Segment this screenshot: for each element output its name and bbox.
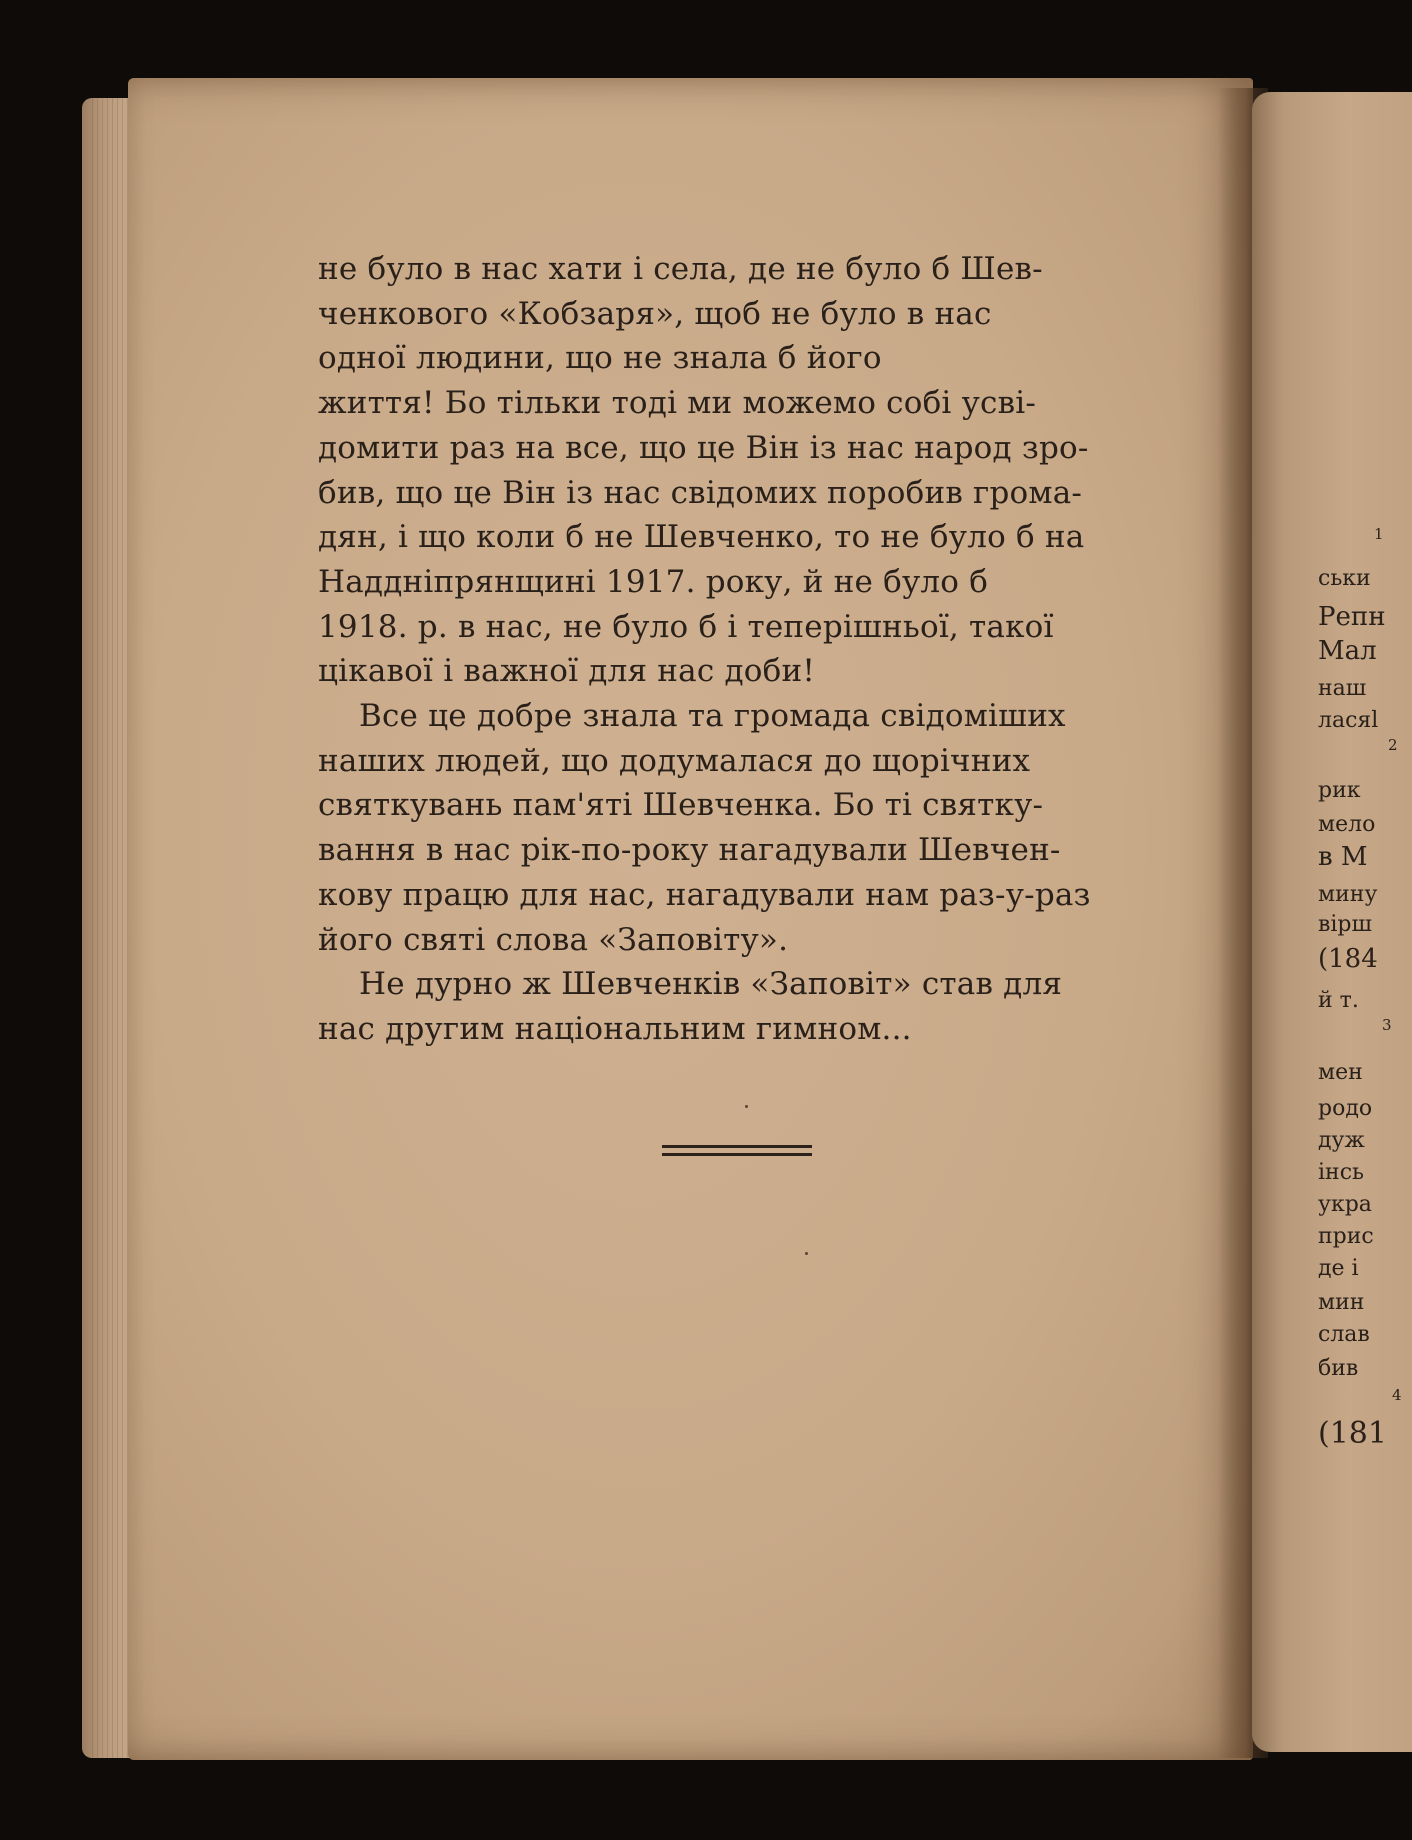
separator-rule (662, 1153, 812, 1156)
text-line: Все це добре знала та громада свідоміших (359, 698, 1066, 735)
footnote-fragment: слав (1318, 1322, 1370, 1347)
footnote-fragment: родо (1318, 1096, 1373, 1121)
footnote-fragment: прис (1318, 1224, 1374, 1249)
footnote-fragment: де і (1318, 1256, 1359, 1281)
text-line: кову працю для нас, нагадували нам раз-у-раз (318, 876, 1091, 913)
separator-rule (662, 1145, 812, 1148)
footnote-fragment: інсь (1318, 1160, 1364, 1185)
footnote-fragment: мин (1318, 1290, 1365, 1315)
footnote-fragment: Мал (1318, 636, 1377, 666)
text-line: наших людей, що додумалася до щорічних (318, 742, 1031, 779)
section-separator (662, 1143, 812, 1159)
body-text (318, 247, 1164, 1052)
paragraph-3 (318, 962, 1164, 1051)
footnote-fragment: ськи (1318, 566, 1371, 591)
paragraph-1 (318, 247, 1164, 694)
footnote-fragment: дуж (1318, 1128, 1365, 1153)
text-line: цікавої і важної для нас доби! (318, 653, 815, 690)
text-line: ченкового «Кобзаря», щоб не було в нас (318, 295, 992, 332)
footnote-fragment: ласяl (1318, 708, 1379, 733)
text-line: домити раз на все, що це Він із нас народ зро- (318, 429, 1089, 466)
text-line: бив, що це Він із нас свідомих поробив грома- (318, 474, 1083, 511)
footnote-fragment: мину (1318, 882, 1378, 907)
footnote-fragment: мен (1318, 1060, 1363, 1085)
footnote-fragment: й т. (1318, 988, 1359, 1013)
paper-speck (745, 1105, 748, 1108)
text-line: святкувань пам'яті Шевченка. Бо ті святку- (318, 787, 1044, 824)
footnote-fragment: 4 (1392, 1386, 1402, 1404)
text-line: Наддніпрянщині 1917. року, й не було б (318, 563, 989, 600)
text-line: життя! Бо тільки тоді ми можемо собі усві- (318, 385, 1037, 422)
footnote-fragment: 1 (1374, 525, 1384, 543)
footnote-fragment: мело (1318, 812, 1376, 837)
paper-speck (805, 1252, 808, 1255)
footnote-fragment: Репн (1318, 602, 1386, 632)
footnote-fragment: рик (1318, 778, 1361, 803)
text-line: одної людини, що не знала б його (318, 340, 882, 377)
text-line: нас другим національним гимном... (318, 1010, 912, 1047)
text-line: 1918. р. в нас, не було б і теперішньої, такої (318, 608, 1054, 645)
text-line: не було в нас хати і села, де не було б Шев- (318, 251, 1043, 287)
footnote-fragment: вірш (1318, 912, 1372, 937)
footnote-fragment: в М (1318, 842, 1368, 872)
text-line: дян, і що коли б не Шевченко, то не було б на (318, 519, 1085, 556)
facing-page-text (1318, 0, 1408, 1840)
footnote-fragment: 2 (1388, 736, 1398, 754)
text-line: Не дурно ж Шевченків «Заповіт» став для (359, 966, 1063, 1003)
footnote-fragment: наш (1318, 676, 1367, 701)
text-line: вання в нас рік-по-року нагадували Шевчен- (318, 832, 1061, 869)
footnote-fragment: (181 (1318, 1416, 1387, 1451)
paragraph-2 (318, 694, 1164, 962)
text-line: його святі слова «Заповіту». (318, 921, 789, 958)
footnote-fragment: укра (1318, 1192, 1372, 1217)
footnote-fragment: бив (1318, 1356, 1359, 1381)
footnote-fragment: (184 (1318, 944, 1378, 974)
footnote-fragment: 3 (1382, 1016, 1392, 1034)
